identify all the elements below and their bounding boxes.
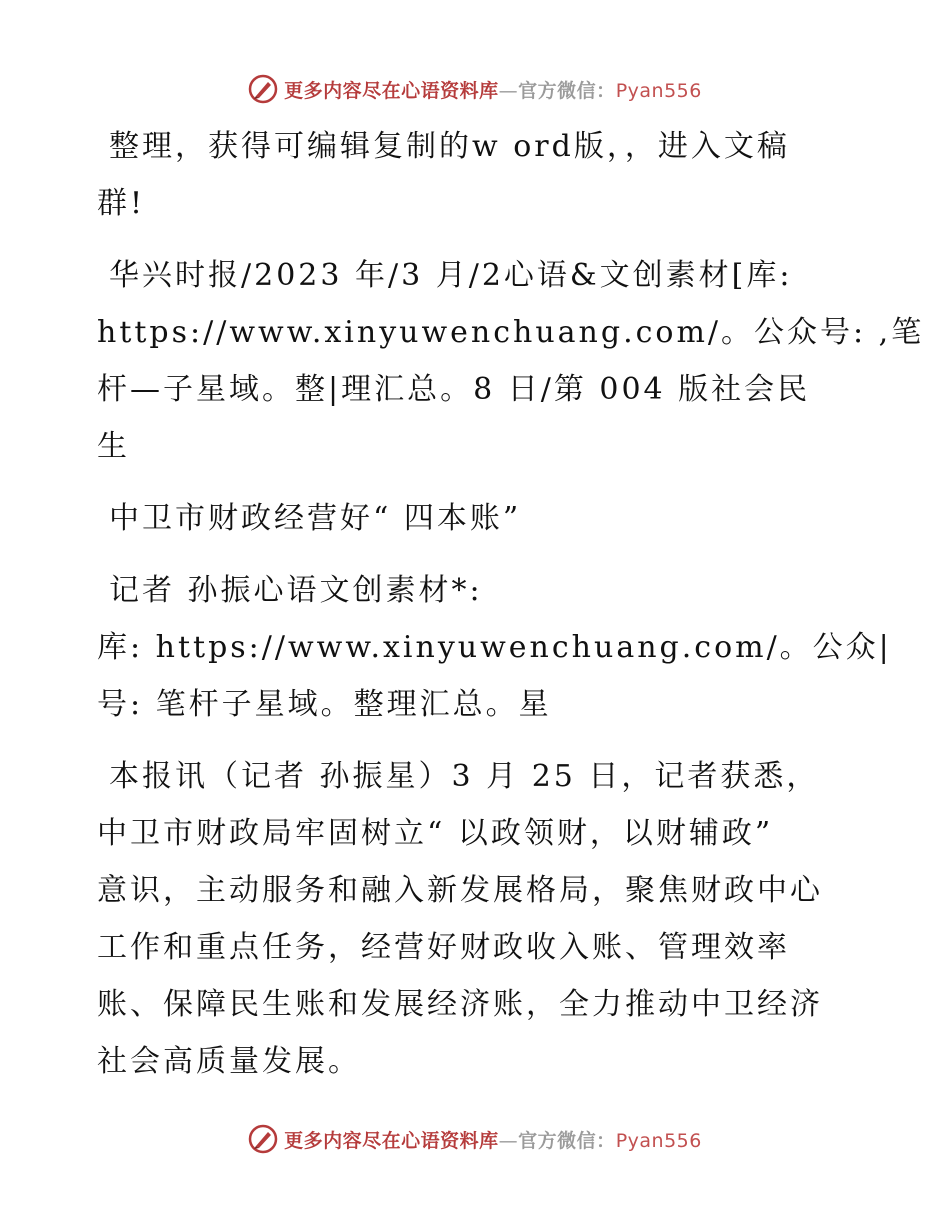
banner-text [284, 76, 702, 103]
banner-dash: — [498, 1129, 519, 1152]
banner-text [284, 1126, 702, 1153]
document-body [97, 118, 925, 1105]
banner-site: 更多内容尽在心语资料库 [284, 1129, 499, 1152]
paragraph-source [97, 247, 925, 475]
text-line: 账、保障民生账和发展经济账，全力推动中卫经济 [97, 987, 823, 1022]
banner-wechat-label: 官方微信： [518, 79, 616, 102]
pen-logo-icon [248, 1124, 278, 1154]
text-line: 意识，主动服务和融入新发展格局，聚焦财政中心 [97, 873, 823, 908]
text-line: 工作和重点任务，经营好财政收入账、管理效率 [97, 930, 790, 965]
banner-site: 更多内容尽在心语资料库 [284, 79, 499, 102]
footer-banner [0, 1122, 950, 1156]
text-line: 整理，获得可编辑复制的w ord版，，进入文稿 [109, 129, 790, 164]
header-banner [0, 72, 950, 106]
text-line: 中卫市财政局牢固树立“ 以政领财，以财辅政” [97, 816, 774, 851]
banner-dash: — [498, 79, 519, 102]
text-line: https://www.xinyuwenchuang.com/。公众号: ,笔 [97, 315, 925, 350]
paragraph-byline [97, 562, 892, 733]
text-line: 社会高质量发展。 [97, 1044, 361, 1079]
article-title [97, 490, 857, 547]
text-line: 库: https://www.xinyuwenchuang.com/。公众| [97, 630, 892, 665]
text-line: 中卫市财政经营好“ 四本账” [109, 501, 522, 536]
text-line: 群! [97, 186, 146, 221]
paragraph-body [97, 748, 857, 1090]
text-line: 号: 笔杆子星域。整理汇总。星 [97, 687, 552, 722]
text-line: 华兴时报/2023 年/3 月/2心语&文创素材[库: [109, 258, 793, 293]
text-line: 记者 孙振心语文创素材*: [109, 573, 483, 608]
banner-wechat-handle: Pyan556 [615, 1129, 702, 1152]
text-line: 杆—子星域。整|理汇总。8 日/第 004 版社会民 [97, 372, 811, 407]
banner-wechat-handle: Pyan556 [615, 79, 702, 102]
text-line: 生 [97, 429, 130, 464]
text-line: 本报讯（记者 孙振星）3 月 25 日，记者获悉， [109, 759, 820, 794]
banner-wechat-label: 官方微信： [518, 1129, 616, 1152]
pen-logo-icon [248, 74, 278, 104]
paragraph-intro [97, 118, 857, 232]
